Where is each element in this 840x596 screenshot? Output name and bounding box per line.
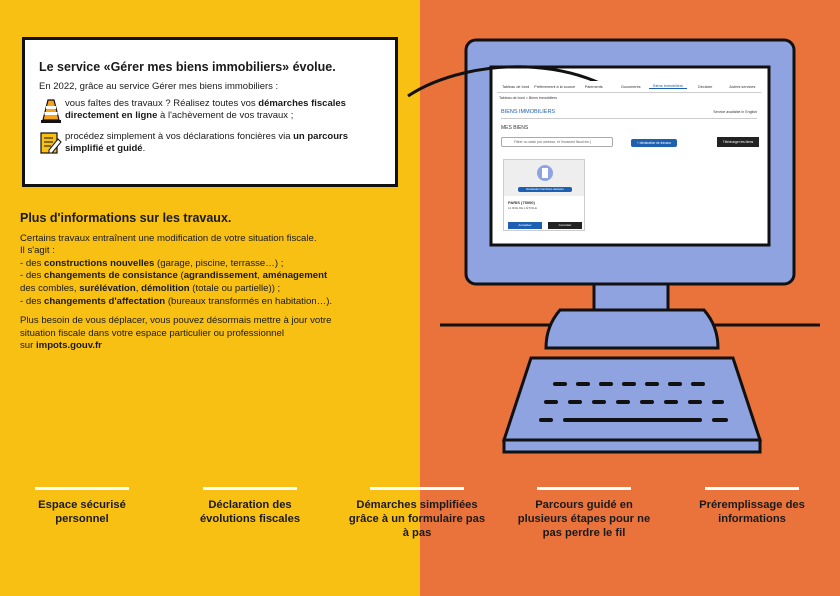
- nav-item[interactable]: Déclarer: [698, 84, 713, 89]
- nav-item[interactable]: Prélèvement à la source: [534, 84, 576, 89]
- benefit-item: Déclaration des évolutions fiscales: [180, 487, 320, 526]
- benefit-item: Préremplissage des informations: [682, 487, 822, 526]
- keyboard-base: [504, 440, 760, 452]
- monitor-neck: [594, 282, 668, 310]
- benefit-item: Démarches simplifiées grâce à un formulaire pas à pas: [347, 487, 487, 540]
- monitor-stand: [546, 310, 718, 348]
- nav-item[interactable]: Autres services: [729, 84, 756, 89]
- screen-nav: [497, 81, 761, 93]
- property-card: [503, 159, 585, 231]
- works-list-item: - des constructions nouvelles (garage, piscine, terrasse…) ;: [20, 257, 284, 269]
- nav-item[interactable]: Documents: [621, 84, 641, 89]
- service-title: Le service «Gérer mes biens immobiliers» évolue.: [39, 60, 336, 74]
- benefit-item: Espace sécurisé personnel: [12, 487, 152, 526]
- works-info-section: Plus d'informations sur les travaux. Certains travaux entraînent une modification de votre situation fiscale. Il s'agit : - des constructions nouvelles (garage, piscine, terrasse…) ; - des changements de consistance (agrandissement, aménagement des combles, surélévation, démolition (totale ou partielle)) ; - des changements d'affectation (bureaux transformés en habitation…). Plus besoin de vous déplacer, vous pouvez désormais mettre à jour votre situation fiscale dans votre espace particulier ou professionnel sur impots.gouv.fr: [20, 212, 390, 353]
- works-info-title: Plus d'informations sur les travaux.: [20, 211, 232, 225]
- update-button[interactable]: Actualiser: [508, 222, 542, 229]
- benefit-item: Parcours guidé en plusieurs étapes pour ne pas perdre le fil: [514, 487, 654, 540]
- nav-item[interactable]: Paiements: [584, 84, 603, 89]
- property-pill: Déclaration fonctions déclarés: [518, 187, 572, 192]
- benefits-row: [0, 487, 840, 557]
- screen-page-title: BIENS IMMOBILIERS: [501, 109, 556, 115]
- works-list-item: - des changements de consistance (agrandissement, aménagement: [20, 270, 328, 282]
- property-image: [504, 160, 584, 196]
- property-street: 11 RUE DE L'ÉTOILE: [508, 206, 537, 210]
- english-link[interactable]: Service available in English: [713, 110, 757, 114]
- service-item-works: vous faîtes des travaux ? Réalisez toutes vos démarches fiscales directement en ligne à l'achèvement de vos travaux ;: [39, 98, 381, 124]
- consult-button[interactable]: Consulter: [548, 222, 582, 229]
- property-city: PARIS (75000): [508, 200, 535, 205]
- add-works-button[interactable]: + déclaration de travaux: [631, 139, 677, 147]
- screen-ui-mock: [497, 81, 761, 237]
- mes-biens-heading: MES BIENS: [501, 125, 529, 131]
- keyboard: [504, 358, 760, 440]
- impots-link[interactable]: impots.gouv.fr: [36, 340, 102, 352]
- service-intro: En 2022, grâce au service Gérer mes biens immobiliers :: [39, 81, 279, 92]
- download-button[interactable]: Télécharger les biens: [717, 137, 759, 147]
- nav-item[interactable]: Tableau de bord: [501, 84, 530, 89]
- breadcrumb: Tableau de bord > Biens immobiliers: [499, 96, 558, 100]
- service-item-declarations: procédez simplement à vos déclarations foncières via un parcours simplifié et guidé.: [39, 131, 381, 157]
- nav-item-active[interactable]: Biens immobiliers: [649, 84, 686, 89]
- search-input[interactable]: Filtrer ou saisir par adresse, et l'invariant fiscal etc.): [501, 137, 613, 147]
- divider: [501, 118, 757, 119]
- works-list-item: - des changements d'affectation (bureaux transformés en habitation…).: [20, 295, 333, 307]
